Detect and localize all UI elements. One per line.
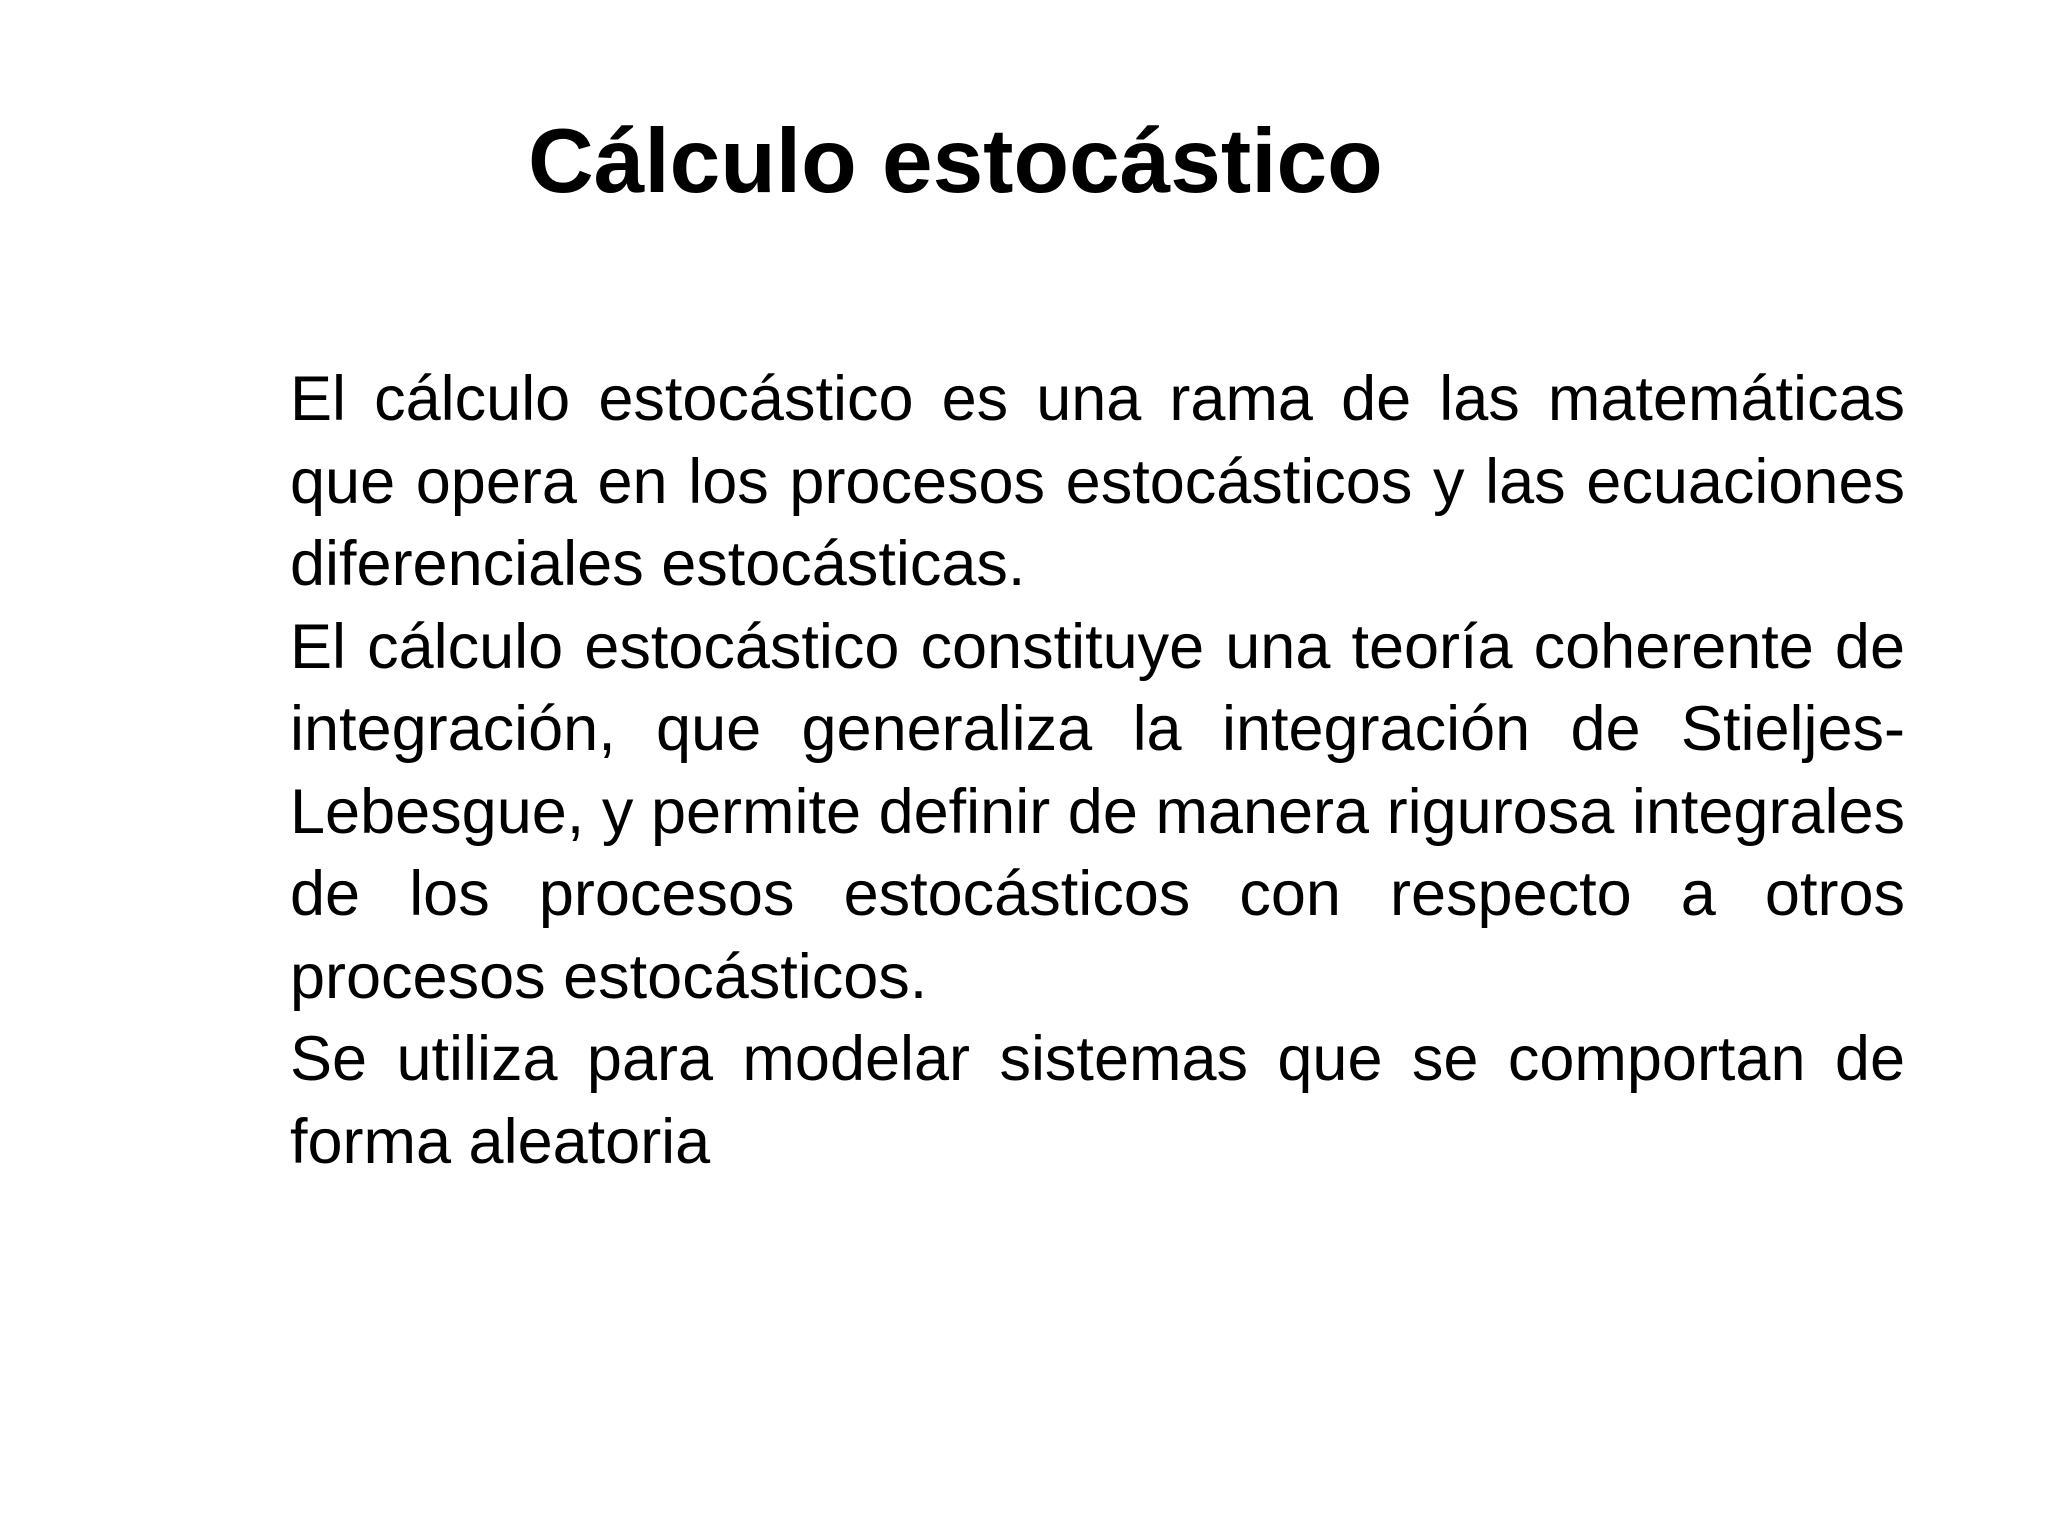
slide-title: Cálculo estocástico xyxy=(528,111,1383,212)
body-paragraph-2: El cálculo estocástico constituye una teoría coherente de integración, que generaliza la integración de Stieljes-Lebesgue, y permite definir de manera rigurosa integrales de los procesos estocásticos con respecto a otros procesos estocásticos. xyxy=(290,611,1905,1012)
slide-body xyxy=(290,358,1905,1183)
body-paragraph-3: Se utiliza para modelar sistemas que se comportan de forma aleatoria xyxy=(290,1024,1905,1177)
body-paragraph-1: El cálculo estocástico es una rama de las matemáticas que opera en los procesos estocásticos y las ecuaciones diferenciales estocásticas. xyxy=(290,364,1905,599)
